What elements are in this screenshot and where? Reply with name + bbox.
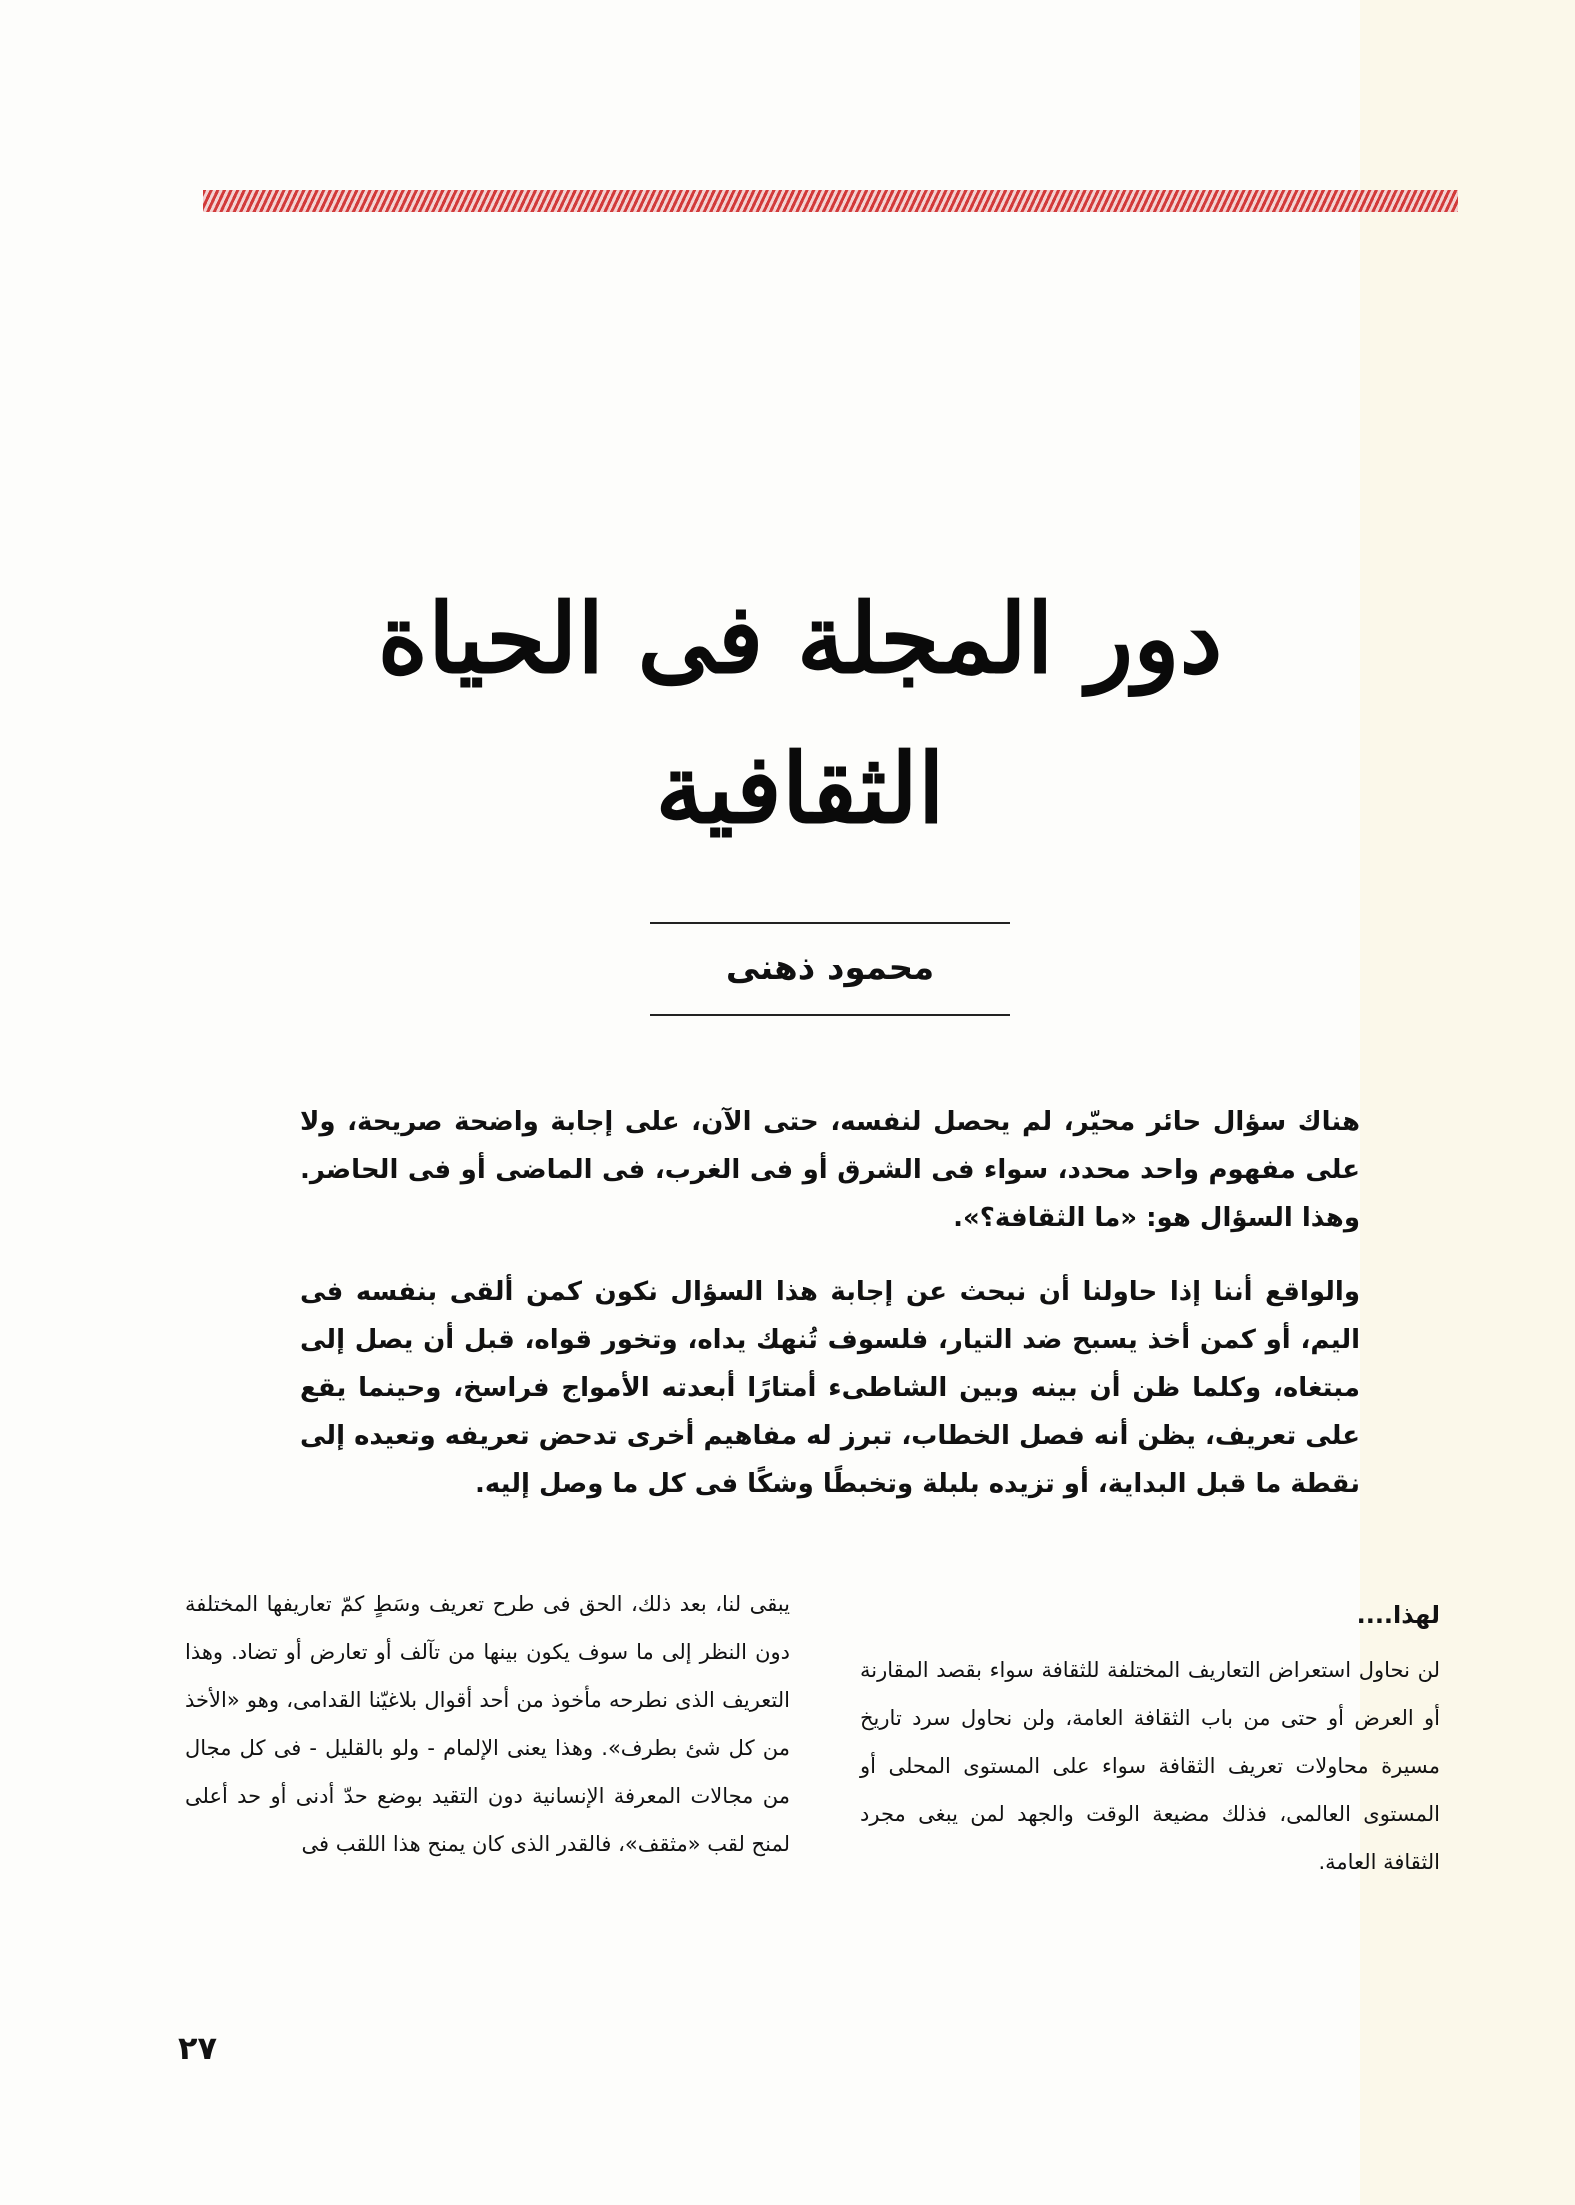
article-author: محمود ذهنى [725, 948, 935, 988]
intro-paragraph-1: هناك سؤال حائر محيّر، لم يحصل لنفسه، حتى الآن، على إجابة واضحة صريحة، ولا على مفهوم واحد محدد، سواء فى الشرق أو فى الغرب، فى الماضى أو فى الحاضر. وهذا السؤال هو: «ما الثقافة؟». [300, 1107, 1360, 1233]
intro-paragraph-2: والواقع أننا إذا حاولنا أن نبحث عن إجابة هذا السؤال نكون كمن ألقى بنفسه فى اليم، أو كمن أخذ يسبح ضد التيار، فلسوف تُنهك يداه، وتخور قواه، قبل أن يصل إلى مبتغاه، وكلما ظن أن بينه وبين الشاطىء أمتارًا أبعدته الأمواج فراسخ، وحينما يقع على تعريف، يظن أنه فصل الخطاب، تبرز له مفاهيم أخرى تدحض تعريفه وتعيده إلى نقطة ما قبل البداية، أو تزيده بلبلة وتخبطًا وشكًا فى كل ما وصل إليه. [300, 1277, 1360, 1499]
page-number: ٢٧ [178, 2029, 218, 2067]
right-column-text: لن نحاول استعراض التعاريف المختلفة للثقافة سواء بقصد المقارنة أو العرض أو حتى من باب الثقافة العامة، ولن نحاول سرد تاريخ مسيرة محاولات تعريف الثقافة سواء على المستوى المحلى أو المستوى العالمى، فذلك مضيعة الوقت والجهد لمن يبغى مجرد الثقافة العامة. [860, 1658, 1440, 1874]
article-title: دور المجلة فى الحياة الثقافية [377, 582, 1223, 846]
author-bottom-rule [650, 1014, 1010, 1016]
right-column [860, 1590, 1440, 1886]
right-column-heading: لهذا.... [1356, 1601, 1440, 1629]
author-top-rule [650, 922, 1010, 924]
left-column [185, 1580, 790, 1868]
left-column-text: يبقى لنا، بعد ذلك، الحق فى طرح تعريف وسَطٍ كمّ تعاريفها المختلفة دون النظر إلى ما سوف يكون بينها من تآلف أو تعارض أو تضاد. وهذا التعريف الذى نطرحه مأخوذ من أحد أقوال بلاغيّنا القدامى، وهو «الأخذ من كل شئ بطرف». وهذا يعنى الإلمام - ولو بالقليل - فى كل مجال من مجالات المعرفة الإنسانية دون التقيد بوضع حدّ أدنى أو حد أعلى لمنح لقب «مثقف»، فالقدر الذى كان يمنح هذا اللقب فى [185, 1592, 790, 1856]
decorative-stripe-bar [203, 190, 1458, 212]
